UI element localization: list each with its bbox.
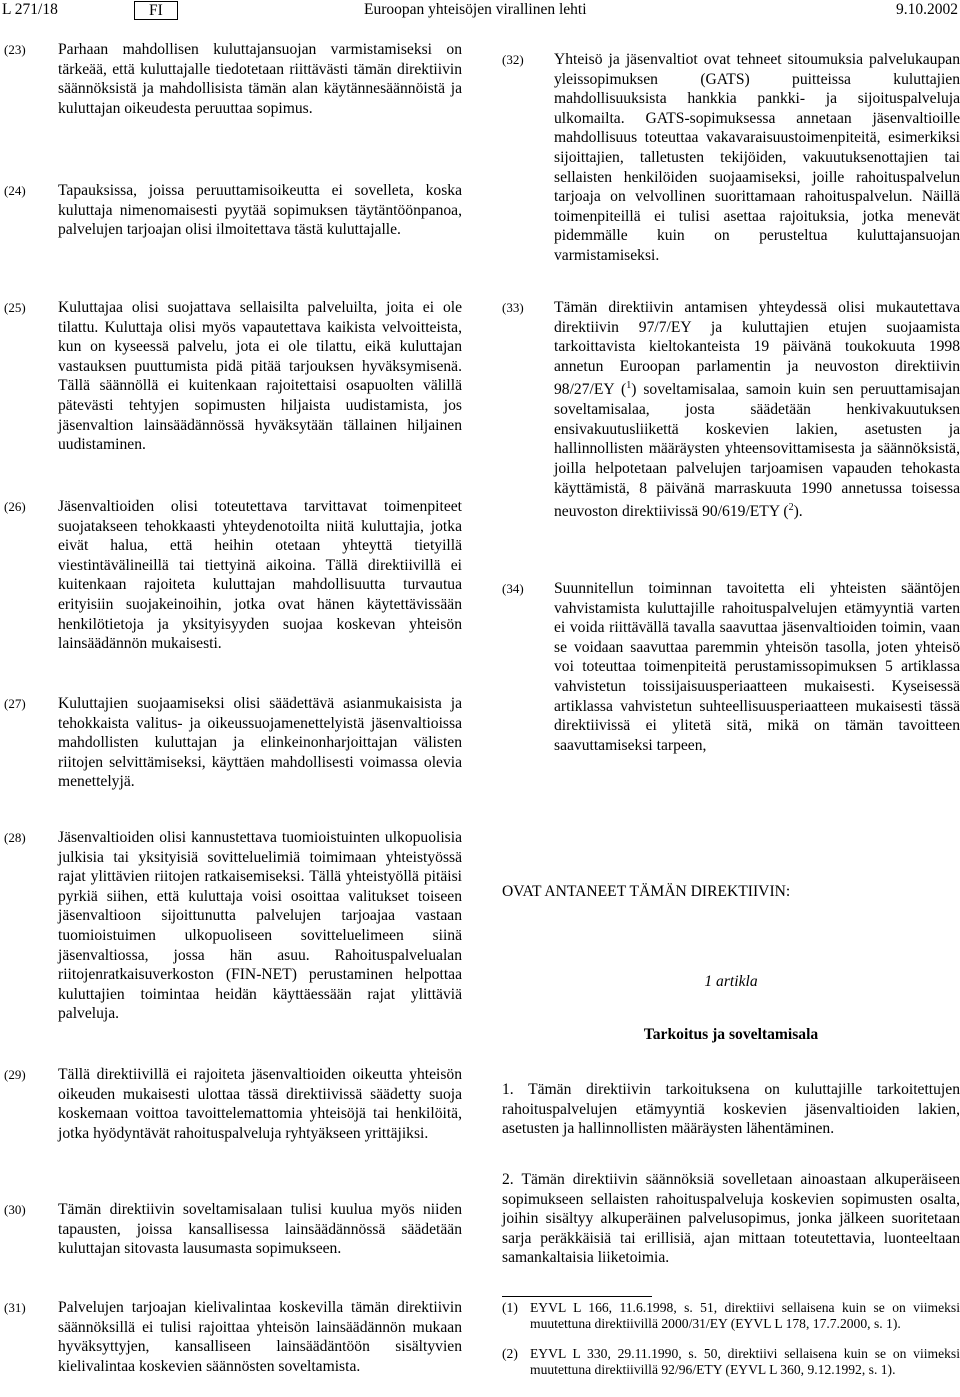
recital-text: Tällä direktiivillä ei rajoiteta jäsenvaltioiden oikeutta yhteisön oikeuden mukaisesti ulottaa tässä direktiivissä säädetty suoja koskemaan voittoa tavoittelemattomia yhteisöjä tai henkilöitä, jotka hyödyntävät rahoituspalveluja ryhtyäkseen yrittäjiksi.	[58, 1066, 462, 1142]
article-paragraph-2: 2. Tämän direktiivin säännöksiä sovelletaan ainoastaan alkuperäiseen sopimukseen sellaisten rahoituspalveluja koskevien sopimusten osalta, joihin sisältyy alkuperäinen palvelusopimus, jonka jälkeen suoritetaan sarja peräkkäisiä tai erillisiä, ajan mittaan toteutettavia, luonteeltaan samankaltaisia liiketoimia.	[502, 1171, 960, 1267]
recital-number: (23)	[4, 42, 26, 57]
recital-text: Suunnitellun toiminnan tavoitetta eli yhteisten sääntöjen vahvistamista kuluttajille rahoituspalvelujen etämyyntiä varten ei voida riittävällä tavalla saavuttaa jäsenvaltioiden toimin, vaan se voidaan saavuttaa paremmin yhteisön tasolla, joten yhteisö voi toteuttaa toimenpiteitä perustamissopimuksen 5 artiklassa vahvistetun toissijaisuusperiaatteen mukaisesti. Kyseisessä artiklassa vahvistetun suhteellisuusperiaatteen mukaisesti tässä direktiivissä ei ylitetä sitä, mikä on tämän tavoitteen saavuttamiseksi tarpeen,	[554, 580, 960, 754]
recital-number: (24)	[4, 183, 26, 198]
recital-text: Tapauksissa, joissa peruuttamisoikeutta ei sovelleta, koska kuluttaja nimenomaisesti pyytää sopimuksen täytäntöönpanoa, palvelujen tarjoajan olisi ilmoitettava tästä kuluttajalle.	[58, 182, 462, 239]
recital-number: (30)	[4, 1202, 26, 1217]
recital-text: Jäsenvaltioiden olisi kannustettava tuomioistuinten ulkopuolisia julkisia tai yksityisiä sovitteluelimiä toimimaan yhteistyössä rajat ylittävien riitojen ratkaisemiseksi. Tällä yhteistyöllä pitäisi pyrkiä siihen, että kuluttaja voisi osoittaa valitukset toiseen jäsenvaltioon sijoittunutta palvelujen tarjoajaa vastaan tuomioistuimen ulkopuoliseen sovitteluelimeen siinä jäsenvaltiossa, jossa hän asuu. Rahoituspalvelualan riitojenratkaisuverkoston (FIN-NET) perustaminen helpottaa kuluttajien toimintaa heidän käyttäessään rajat ylittäviä palveluja.	[58, 829, 462, 1023]
footnote-2	[502, 1346, 960, 1378]
recital-number: (32)	[502, 52, 524, 67]
recital-32	[502, 50, 960, 266]
recital-31	[4, 1298, 464, 1376]
recital-text: Yhteisö ja jäsenvaltiot ovat tehneet sitoumuksia palvelukaupan yleissopimuksen (GATS) puitteissa kuluttajien mahdollisuuksista hankkia pankki- ja sijoituspalveluja ulkomailta. GATS-sopimuksessa annetaan jäsenvaltioille mahdollisuus toteuttaa vakavaraisuustoimenpiteitä, esimerkiksi sijoittajien, talletusten tekijöiden, vakuutuksenottajien tai sellaisten henkilöiden suojaamiseksi, joille rahoituspalvelun tarjoaja on velvollinen suorittamaan rahoituspalvelun. Näillä toimenpiteillä ei tulisi asettaa rajoituksia, jotka menevät pidemmälle kuin on perusteltua kuluttajansuojan varmistamiseksi.	[554, 51, 960, 264]
recital-34	[502, 579, 960, 755]
recital-24	[4, 181, 464, 240]
recital-number: (31)	[4, 1300, 26, 1315]
recital-number: (29)	[4, 1067, 26, 1082]
journal-reference: L 271/18	[2, 1, 58, 18]
recital-number: (34)	[502, 581, 524, 596]
recital-text: Kuluttajaa olisi suojattava sellaisilta palveluilta, joita ei ole tilattu. Kuluttaja olisi myös vapautettava kaikista velvoitteista, kun on kyseessä palvelu, jota ei ole tilattu, eikä kuluttajan vastauksen puuttumista pidä pitää tarjouksen hyväksymisenä. Tällä säännöllä ei kuitenkaan rajoitettaisi osapuolten välillä pätevästi tehtyjen sopimusten hiljaista uudistamista, jos jäsenvaltion lainsäädännössä hyväksytään tällainen hiljainen uudistaminen.	[58, 299, 462, 454]
recital-number: (27)	[4, 696, 26, 711]
recital-text: Kuluttajien suojaamiseksi olisi säädettävä asianmukaisista ja tehokkaista valitus- ja oikeussuojamenettelyistä jäsenvaltioissa mahdollisten kuluttajan ja elinkeinonharjoittajan välisten riitojen selvittämiseksi, käyttäen mahdollisesti voimassa olevia menettelyjä.	[58, 695, 462, 791]
footnote-text: EYVL L 166, 11.6.1998, s. 51, direktiivi sellaisena kuin se on viimeksi muutettuna direktiivillä 2000/31/EY (EYVL L 178, 17.7.2000, s. 1).	[530, 1300, 960, 1332]
footnote-ref-1: 1	[626, 380, 632, 392]
footnote-separator	[502, 1296, 652, 1297]
recital-23	[4, 40, 464, 118]
article-title: Tarkoitus ja soveltamisala	[643, 1026, 819, 1043]
journal-title: Euroopan yhteisöjen virallinen lehti	[364, 1, 587, 18]
page-header	[0, 0, 960, 22]
publication-date: 9.10.2002	[896, 1, 958, 18]
recital-26	[4, 497, 464, 654]
recital-number: (26)	[4, 499, 26, 514]
recital-25	[4, 298, 464, 455]
recital-number: (25)	[4, 300, 26, 315]
footnote-1	[502, 1300, 960, 1332]
article-paragraph-1: 1. Tämän direktiivin tarkoituksena on kuluttajille tarkoitettujen rahoituspalvelujen etämyyntiä koskevien jäsenvaltioiden lakien, asetusten ja hallinnollisten määräysten lähentäminen.	[502, 1081, 960, 1138]
footnote-number: (2)	[502, 1346, 518, 1361]
footnote-ref-2: 2	[788, 502, 794, 514]
recital-27	[4, 694, 464, 792]
recital-text: Jäsenvaltioiden olisi toteutettava tarvittavat toimenpiteet suojatakseen tehokkaasti yhteydenotoilta niitä kuluttajia, jotka eivät halua, että heihin otetaan yhteyttä tietyillä viestintävälineillä tai tiettyinä aikoina. Tällä direktiivillä ei kuitenkaan rajoiteta kuluttajan mahdollisuutta turvautua erityisiin suojakeinoihin, jotka ovat hänen käytettävissään henkilötietoja ja yksityisyyden suojaa koskevan yhteisön lainsäädännön mukaisesti.	[58, 498, 462, 653]
recital-number: (28)	[4, 830, 26, 845]
recital-33	[502, 298, 960, 522]
recital-number: (33)	[502, 300, 524, 315]
footnote-number: (1)	[502, 1300, 518, 1315]
recital-text: Parhaan mahdollisen kuluttajansuojan varmistamiseksi on tärkeää, että kuluttajalle tiedotetaan riittävästi tämän direktiivin säännöksistä ja mahdollisista tämän alan käytännesäännöistä ja kuluttajan oikeudesta peruuttaa sopimus.	[58, 41, 462, 117]
recital-text: Palvelujen tarjoajan kielivalintaa koskevilla tämän direktiivin säännöksillä ei tulisi rajoittaa yhteisön lainsäädännön mukaan hyväksyttyjen, kansalliseen lainsäädäntöön sisältyvien kielivalintaa koskevien säännösten soveltamista.	[58, 1299, 462, 1375]
recital-29	[4, 1065, 464, 1143]
article-number: 1 artikla	[704, 973, 758, 990]
recital-28	[4, 828, 464, 1024]
recital-30	[4, 1200, 464, 1259]
language-code: FI	[134, 1, 178, 20]
recital-text: Tämän direktiivin soveltamisalaan tulisi kuulua myös niiden tapausten, joissa kansallisessa lainsäädännössä säädetään kuluttajan sitovasta lausumasta sopimukseen.	[58, 1201, 462, 1258]
adoption-statement: OVAT ANTANEET TÄMÄN DIREKTIIVIN:	[502, 883, 791, 900]
recital-text: Tämän direktiivin antamisen yhteydessä olisi mukautettava direktiivin 97/7/EY ja kuluttajien etujen suojaamista tarkoittavista kieltokanteista 19 päivänä toukokuuta 1998 annetun Euroopan parlamentin ja neuvoston direktiivin 98/27/EY ($^1$) soveltamisalaa, samoin kuin sen peruuttamisajan soveltamisalaa, josta säädetään henkivakuutuksen ensivakuutusliikettä koskevien lakien, asetusten ja hallinnollisten määräysten yhteensovittamisesta ja säännöksistä, joilla helpotetaan palvelujen tarjoamisen vapauden tehokasta käyttämistä, 8 päivänä marraskuuta 1990 annetussa toisessa neuvoston direktiivissä 90/619/ETY ($^2$).	[554, 299, 960, 521]
footnote-text: EYVL L 330, 29.11.1990, s. 50, direktiivi sellaisena kuin se on viimeksi muutettuna direktiivillä 92/96/ETY (EYVL L 360, 9.12.1992, s. 1).	[530, 1346, 960, 1378]
